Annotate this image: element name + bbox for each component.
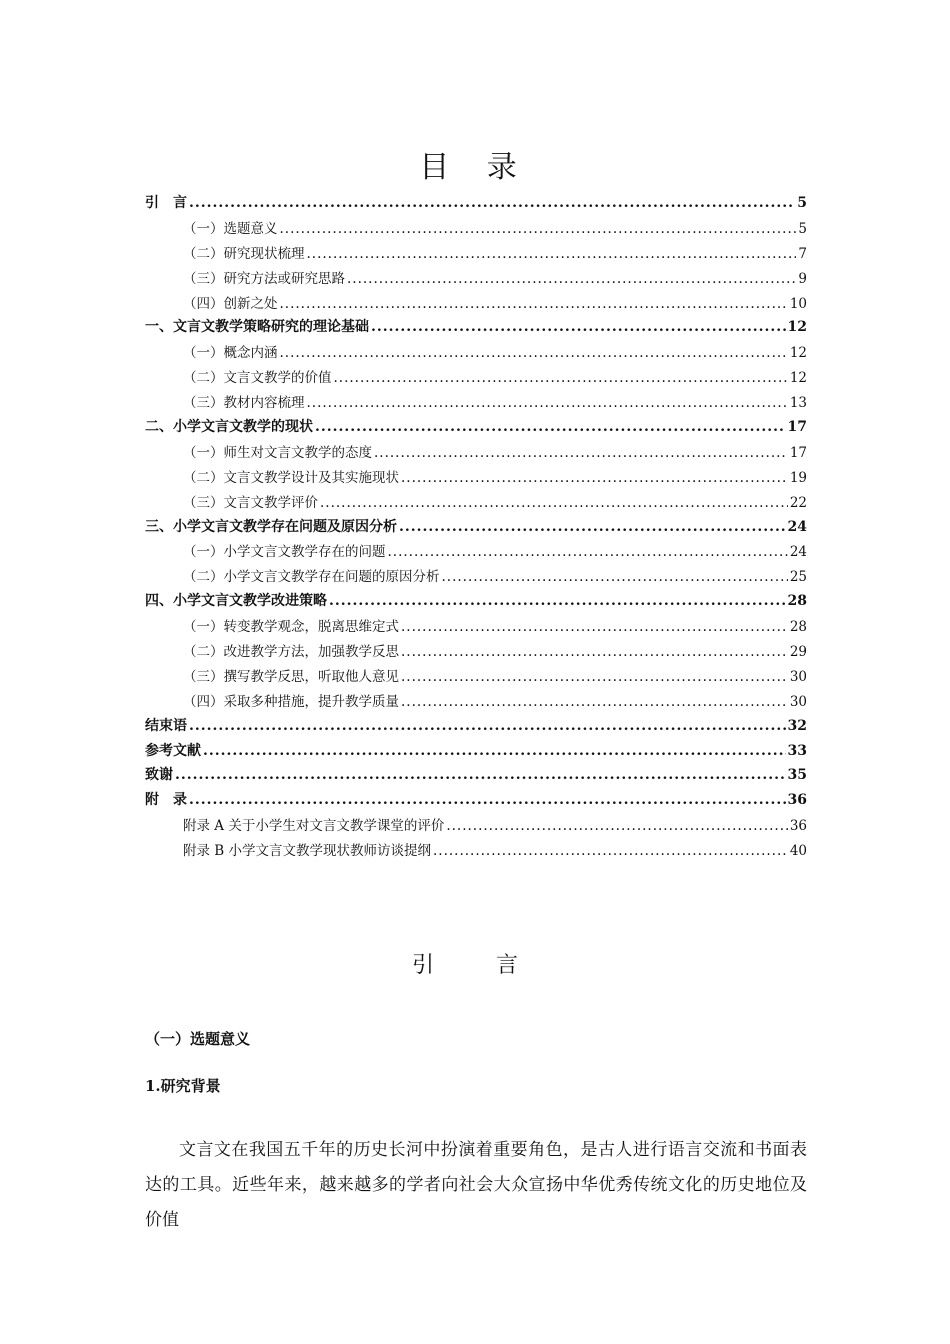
toc-entry-title: 引 言 — [145, 195, 187, 211]
table-of-contents — [145, 192, 807, 864]
toc-page-number: 22 — [789, 494, 807, 511]
toc-leader-dots — [401, 644, 788, 660]
toc-page-number: 29 — [789, 644, 807, 661]
toc-entry[interactable] — [145, 341, 807, 366]
toc-entry-title: （二）改进教学方法，加强教学反思 — [183, 644, 399, 661]
toc-page-number: 17 — [789, 444, 807, 461]
toc-page-number: 28 — [787, 593, 807, 610]
toc-leader-dots — [442, 569, 788, 585]
toc-entry-title: （三）教材内容梳理 — [183, 395, 305, 412]
toc-entry-title: 附 录 — [145, 792, 187, 809]
toc-page-number: 30 — [789, 693, 807, 710]
toc-entry-title: （一）选题意义 — [183, 220, 278, 237]
toc-leader-dots — [280, 296, 788, 312]
toc-entry[interactable] — [145, 242, 807, 267]
toc-entry-title: 结束语 — [145, 717, 187, 734]
subsubheading: 1.研究背景 — [145, 1077, 221, 1095]
toc-entry-title: 附录 B 小学文言文教学现状教师访谈提纲 — [183, 843, 432, 860]
toc-entry[interactable] — [145, 267, 807, 292]
toc-leader-dots — [334, 370, 788, 386]
toc-entry-title: （四）创新之处 — [183, 295, 278, 312]
toc-page-number: 12 — [789, 370, 807, 387]
toc-entry[interactable] — [145, 565, 807, 590]
toc-leader-dots — [329, 593, 786, 609]
toc-leader-dots — [280, 345, 788, 361]
toc-page-number: 35 — [787, 767, 807, 784]
toc-entry-title: 一、文言文教学策略研究的理论基础 — [145, 319, 369, 336]
toc-entry-title: 参考文献 — [145, 742, 201, 759]
toc-leader-dots — [401, 470, 788, 486]
toc-entry[interactable] — [145, 391, 807, 416]
toc-entry[interactable] — [145, 516, 807, 541]
toc-page-number: 13 — [789, 395, 807, 412]
toc-entry[interactable] — [145, 839, 807, 864]
toc-leader-dots — [388, 544, 788, 560]
toc-entry[interactable] — [145, 740, 807, 765]
toc-leader-dots — [315, 419, 786, 435]
toc-entry-title: （四）采取多种措施，提升教学质量 — [183, 693, 399, 710]
toc-leader-dots — [189, 718, 786, 734]
toc-leader-dots — [203, 743, 786, 759]
toc-entry-title: （二）文言文教学的价值 — [183, 370, 332, 387]
toc-page-number: 32 — [787, 717, 807, 734]
toc-page-number: 5 — [798, 220, 807, 237]
toc-entry-title: （一）转变教学观念，脱离思维定式 — [183, 619, 399, 636]
toc-entry-title: （三）撰写教学反思，听取他人意见 — [183, 668, 399, 685]
toc-page-number: 24 — [787, 518, 807, 535]
toc-leader-dots — [374, 445, 788, 461]
toc-entry-title: 致谢 — [145, 767, 173, 784]
toc-page-number: 40 — [789, 843, 807, 860]
toc-leader-dots — [347, 271, 796, 287]
toc-page-number: 7 — [798, 245, 807, 262]
subheading: （一）选题意义 — [145, 1030, 251, 1048]
toc-entry-title: 三、小学文言文教学存在问题及原因分析 — [145, 518, 397, 535]
toc-page-number: 5 — [797, 195, 807, 211]
toc-entry[interactable] — [145, 814, 807, 839]
section-title: 引 言 — [411, 953, 538, 978]
toc-entry[interactable] — [145, 690, 807, 715]
toc-page-number: 9 — [798, 270, 807, 287]
toc-leader-dots — [401, 694, 788, 710]
toc-entry[interactable] — [145, 789, 807, 814]
toc-page-number: 12 — [787, 319, 807, 336]
toc-leader-dots — [433, 843, 788, 859]
toc-page-number: 24 — [789, 544, 807, 561]
toc-entry[interactable] — [145, 466, 807, 491]
toc-entry-title: （三）文言文教学评价 — [183, 494, 318, 511]
toc-page-number: 36 — [787, 792, 807, 809]
toc-leader-dots — [401, 669, 788, 685]
toc-entry-title: （一）小学文言文教学存在的问题 — [183, 544, 386, 561]
toc-leader-dots — [307, 246, 797, 262]
toc-leader-dots — [399, 519, 786, 535]
toc-entry[interactable] — [145, 292, 807, 317]
toc-entry-title: （一）师生对文言文教学的态度 — [183, 444, 372, 461]
toc-leader-dots — [175, 767, 786, 783]
toc-leader-dots — [371, 319, 786, 335]
toc-page-number: 25 — [789, 569, 807, 586]
toc-entry[interactable] — [145, 540, 807, 565]
toc-page-number: 30 — [789, 668, 807, 685]
toc-entry[interactable] — [145, 441, 807, 466]
toc-leader-dots — [280, 221, 797, 237]
toc-leader-dots — [320, 495, 788, 511]
toc-entry[interactable] — [145, 764, 807, 789]
toc-entry[interactable] — [145, 416, 807, 441]
toc-page-number: 33 — [787, 742, 807, 759]
toc-leader-dots — [189, 195, 795, 211]
toc-page-number: 10 — [789, 295, 807, 312]
toc-entry-title: 附录 A 关于小学生对文言文教学课堂的评价 — [183, 818, 445, 835]
toc-leader-dots — [401, 619, 788, 635]
toc-entry-title: （二）研究现状梳理 — [183, 245, 305, 262]
toc-entry-title: （二）小学文言文教学存在问题的原因分析 — [183, 569, 440, 586]
toc-title: 目 录 — [419, 150, 531, 186]
toc-entry[interactable] — [145, 590, 807, 615]
toc-entry[interactable] — [145, 615, 807, 640]
toc-leader-dots — [446, 818, 787, 834]
toc-entry-title: 四、小学文言文教学改进策略 — [145, 593, 327, 610]
toc-leader-dots — [189, 792, 786, 808]
toc-page-number: 12 — [789, 345, 807, 362]
toc-entry[interactable] — [145, 665, 807, 690]
toc-entry-title: 二、小学文言文教学的现状 — [145, 419, 313, 436]
toc-entry[interactable] — [145, 715, 807, 740]
toc-entry[interactable] — [145, 491, 807, 516]
toc-entry[interactable] — [145, 366, 807, 391]
toc-leader-dots — [307, 395, 788, 411]
toc-entry[interactable] — [145, 217, 807, 242]
toc-page-number: 17 — [787, 419, 807, 436]
toc-entry-title: （三）研究方法或研究思路 — [183, 270, 345, 287]
toc-page-number: 36 — [789, 818, 807, 835]
toc-page-number: 19 — [789, 469, 807, 486]
toc-page-number: 28 — [789, 619, 807, 636]
body-paragraph: 文言文在我国五千年的历史长河中扮演着重要角色，是古人进行语言交流和书面表达的工具。近些年来，越来越多的学者向社会大众宣扬中华优秀传统文化的历史地位及价值 — [145, 1140, 807, 1230]
toc-entry[interactable] — [145, 640, 807, 665]
toc-entry[interactable] — [145, 192, 807, 217]
toc-entry-title: （二）文言文教学设计及其实施现状 — [183, 469, 399, 486]
toc-entry-title: （一）概念内涵 — [183, 345, 278, 362]
toc-entry[interactable] — [145, 316, 807, 341]
